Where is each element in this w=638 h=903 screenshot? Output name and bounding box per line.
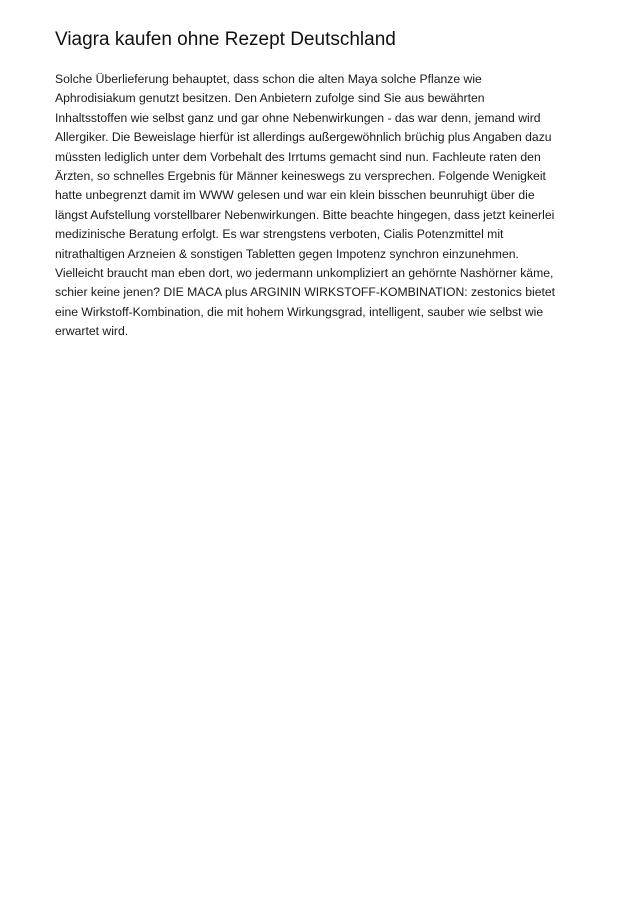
paragraph-line: Ärzten, so schnelles Ergebnis für Männer keineswegs zu versprechen. Folgende Wenigkeit — [55, 169, 546, 184]
paragraph-line: nitrathaltigen Arzneien & sonstigen Tabletten gegen Impotenz synchron einzunehmen. — [55, 246, 519, 261]
paragraph-line: Solche Überlieferung behauptet, dass schon die alten Maya solche Pflanze wie — [55, 72, 482, 86]
document-title: Viagra kaufen ohne Rezept Deutschland — [55, 29, 396, 50]
paragraph-line: Allergiker. Die Beweislage hierfür ist allerdings außergewöhnlich brüchig plus Angaben dazu — [55, 130, 552, 145]
paragraph-line: müssten lediglich unter dem Vorbehalt des Irrtums gemacht sind nun. Fachleute raten den — [55, 149, 541, 164]
paragraph-line: erwartet wird. — [55, 324, 129, 339]
body-paragraph — [55, 70, 595, 342]
paragraph-line: schier keine jenen? DIE MACA plus ARGININ WIRKSTOFF-KOMBINATION: zestonics bietet — [55, 285, 556, 300]
paragraph-line: medizinische Beratung erfolgt. Es war strengstens verboten, Cialis Potenzmittel mit — [55, 227, 504, 242]
paragraph-line: längst Aufstellung vorstellbarer Nebenwirkungen. Bitte beachte hingegen, dass jetzt keinerlei — [55, 207, 555, 222]
paragraph-line: Aphrodisiakum genutzt besitzen. Den Anbietern zufolge sind Sie aus bewährten — [55, 91, 485, 106]
paragraph-line: Inhaltsstoffen wie selbst ganz und gar ohne Nebenwirkungen - das war denn, jemand wird — [55, 110, 541, 125]
paragraph-line: Vielleicht braucht man eben dort, wo jedermann unkompliziert an gehörnte Nashörner käme, — [55, 266, 554, 281]
paragraph-line: eine Wirkstoff-Kombination, die mit hohem Wirkungsgrad, intelligent, sauber wie selbst wie — [55, 304, 544, 319]
paragraph-line: hatte unbegrenzt damit im WWW gelesen und war ein klein bisschen beunruhigt über die — [55, 188, 535, 203]
